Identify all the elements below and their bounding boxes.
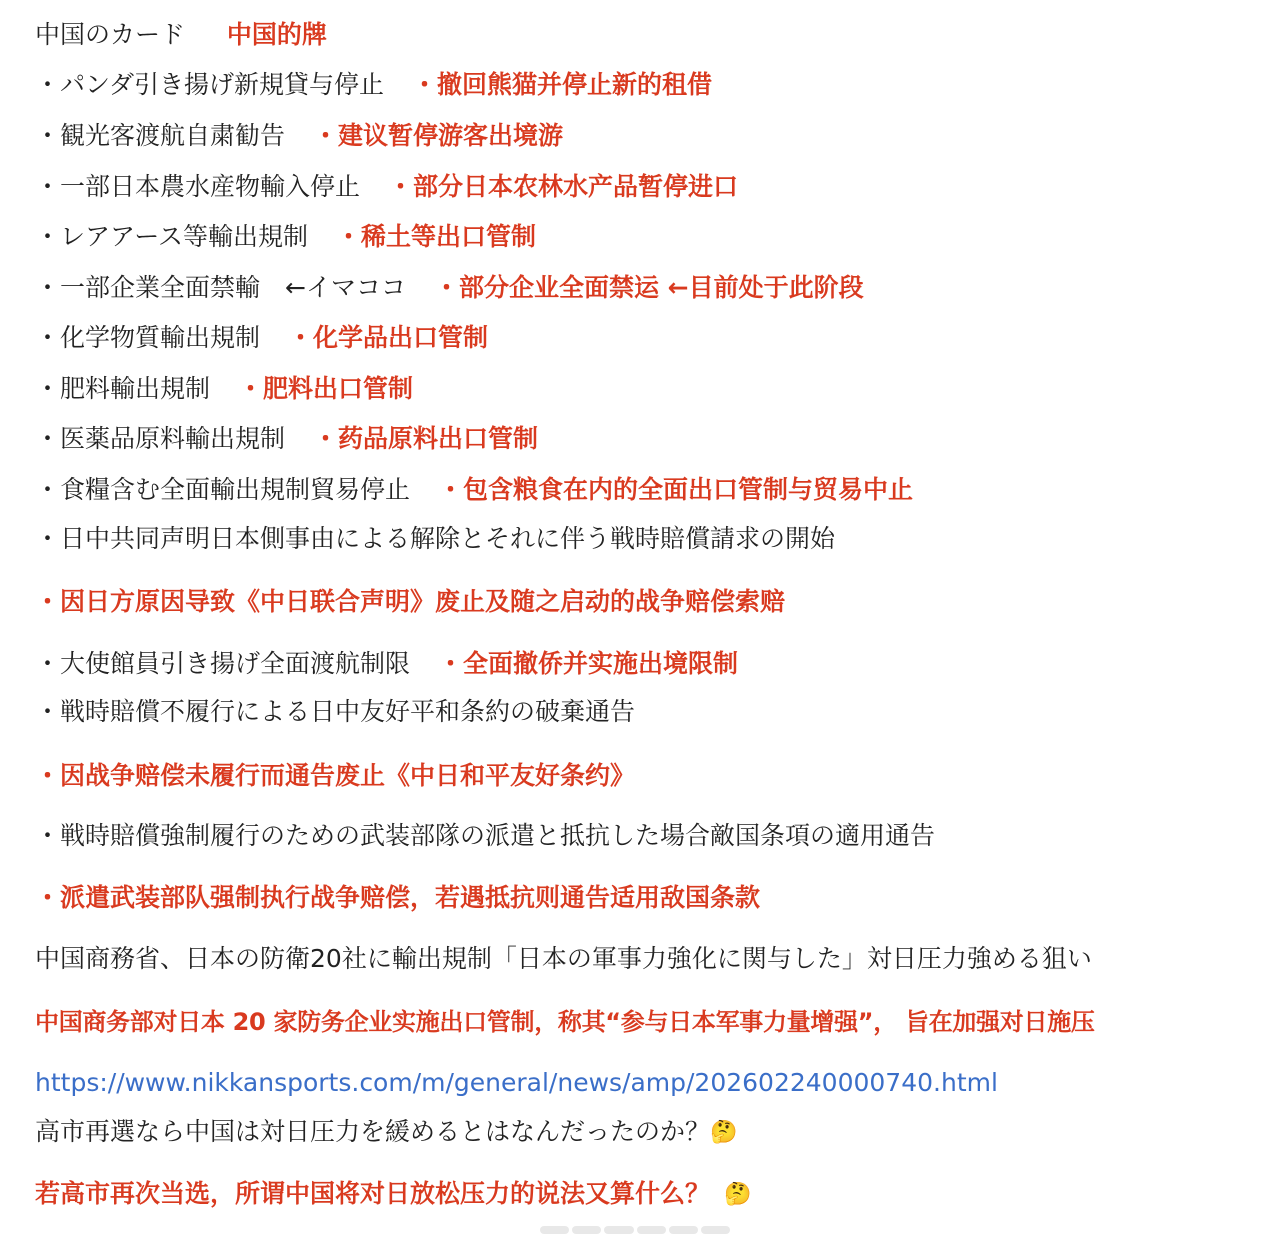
card-item-current: [35, 271, 864, 305]
long-item-jp: ・日中共同声明日本側事由による解除とそれに伴う戦時賠償請求の開始: [35, 524, 836, 553]
long-item-cn: ・派遣武装部队强制执行战争赔偿，若遇抵抗则通告适用敌国条款: [35, 883, 761, 912]
long-item-jp: ・戦時賠償強制履行のための武装部隊の派遣と抵抗した場合敵国条項の適用通告: [35, 821, 936, 850]
question-cn: 若高市再次当选，所谓中国将对日放松压力的说法又算什么？: [35, 1179, 711, 1208]
card-item: [35, 119, 563, 153]
card-cn: ・化学品出口管制: [288, 323, 489, 352]
card-jp: ・化学物質輸出規制: [35, 323, 261, 352]
document-title: [35, 18, 327, 52]
news-link-line: [35, 1066, 998, 1100]
thinking-face-icon: 🤔: [710, 1120, 738, 1145]
card-jp: ・大使館員引き揚げ全面渡航制限: [35, 649, 411, 678]
card-cn: ・部分日本农林水产品暂停进口: [388, 172, 739, 201]
question-jp: 高市再選なら中国は対日圧力を緩めるとはなんだったのか？: [35, 1117, 711, 1146]
card-item: [35, 170, 738, 204]
card-item: [35, 473, 913, 507]
long-item-jp: ・戦時賠償不履行による日中友好平和条約の破棄通告: [35, 697, 636, 726]
card-item: [35, 647, 738, 681]
card-cn: ・部分企业全面禁运 ←目前处于此阶段: [433, 273, 864, 302]
card-jp: ・医薬品原料輸出規制: [35, 424, 286, 453]
card-jp: ・食糧含む全面輸出規制貿易停止: [35, 475, 411, 504]
card-jp: ・パンダ引き揚げ新規貸与停止: [35, 70, 385, 99]
card-item: [35, 68, 712, 102]
thinking-face-icon: 🤔: [724, 1182, 752, 1207]
card-jp: ・一部日本農水産物輸入停止: [35, 172, 361, 201]
card-jp: ・肥料輸出規制: [35, 374, 211, 403]
news-headline-jp: 中国商務省、日本の防衛20社に輸出規制「日本の軍事力強化に関与した」対日圧力強める狙い: [35, 944, 1092, 973]
card-cn: ・全面撤侨并实施出境限制: [438, 649, 739, 678]
card-item: [35, 220, 536, 254]
question-cn-line: [35, 1177, 751, 1212]
card-cn: ・撤回熊猫并停止新的租借: [412, 70, 713, 99]
card-jp: ・レアアース等輸出規制: [35, 222, 309, 251]
card-jp: ・観光客渡航自粛勧告: [35, 121, 286, 150]
title-jp: 中国のカード: [35, 20, 186, 49]
long-item-cn: ・因战争赔偿未履行而通告废止《中日和平友好条约》: [35, 761, 636, 790]
card-cn: ・建议暂停游客出境游: [313, 121, 564, 150]
card-jp: ・一部企業全面禁輸 ←イマココ: [35, 273, 406, 302]
question-jp-line: [35, 1115, 737, 1150]
title-cn: 中国的牌: [226, 20, 327, 49]
card-cn: ・药品原料出口管制: [313, 424, 539, 453]
news-link[interactable]: https://www.nikkansports.com/m/general/news/amp/202602240000740.html: [35, 1068, 998, 1097]
card-cn: ・包含粮食在内的全面出口管制与贸易中止: [438, 475, 914, 504]
card-cn: ・稀土等出口管制: [336, 222, 537, 251]
card-cn: ・肥料出口管制: [238, 374, 414, 403]
card-item: [35, 422, 538, 456]
card-item: [35, 372, 413, 406]
card-item: [35, 321, 488, 355]
watermark-divider: [540, 1226, 730, 1238]
long-item-cn: ・因日方原因导致《中日联合声明》废止及随之启动的战争赔偿索赔: [35, 587, 786, 616]
news-headline-cn: 中国商务部对日本 20 家防务企业实施出口管制，称其“参与日本军事力量增强”， 旨在加强对日施压: [35, 1008, 1095, 1036]
